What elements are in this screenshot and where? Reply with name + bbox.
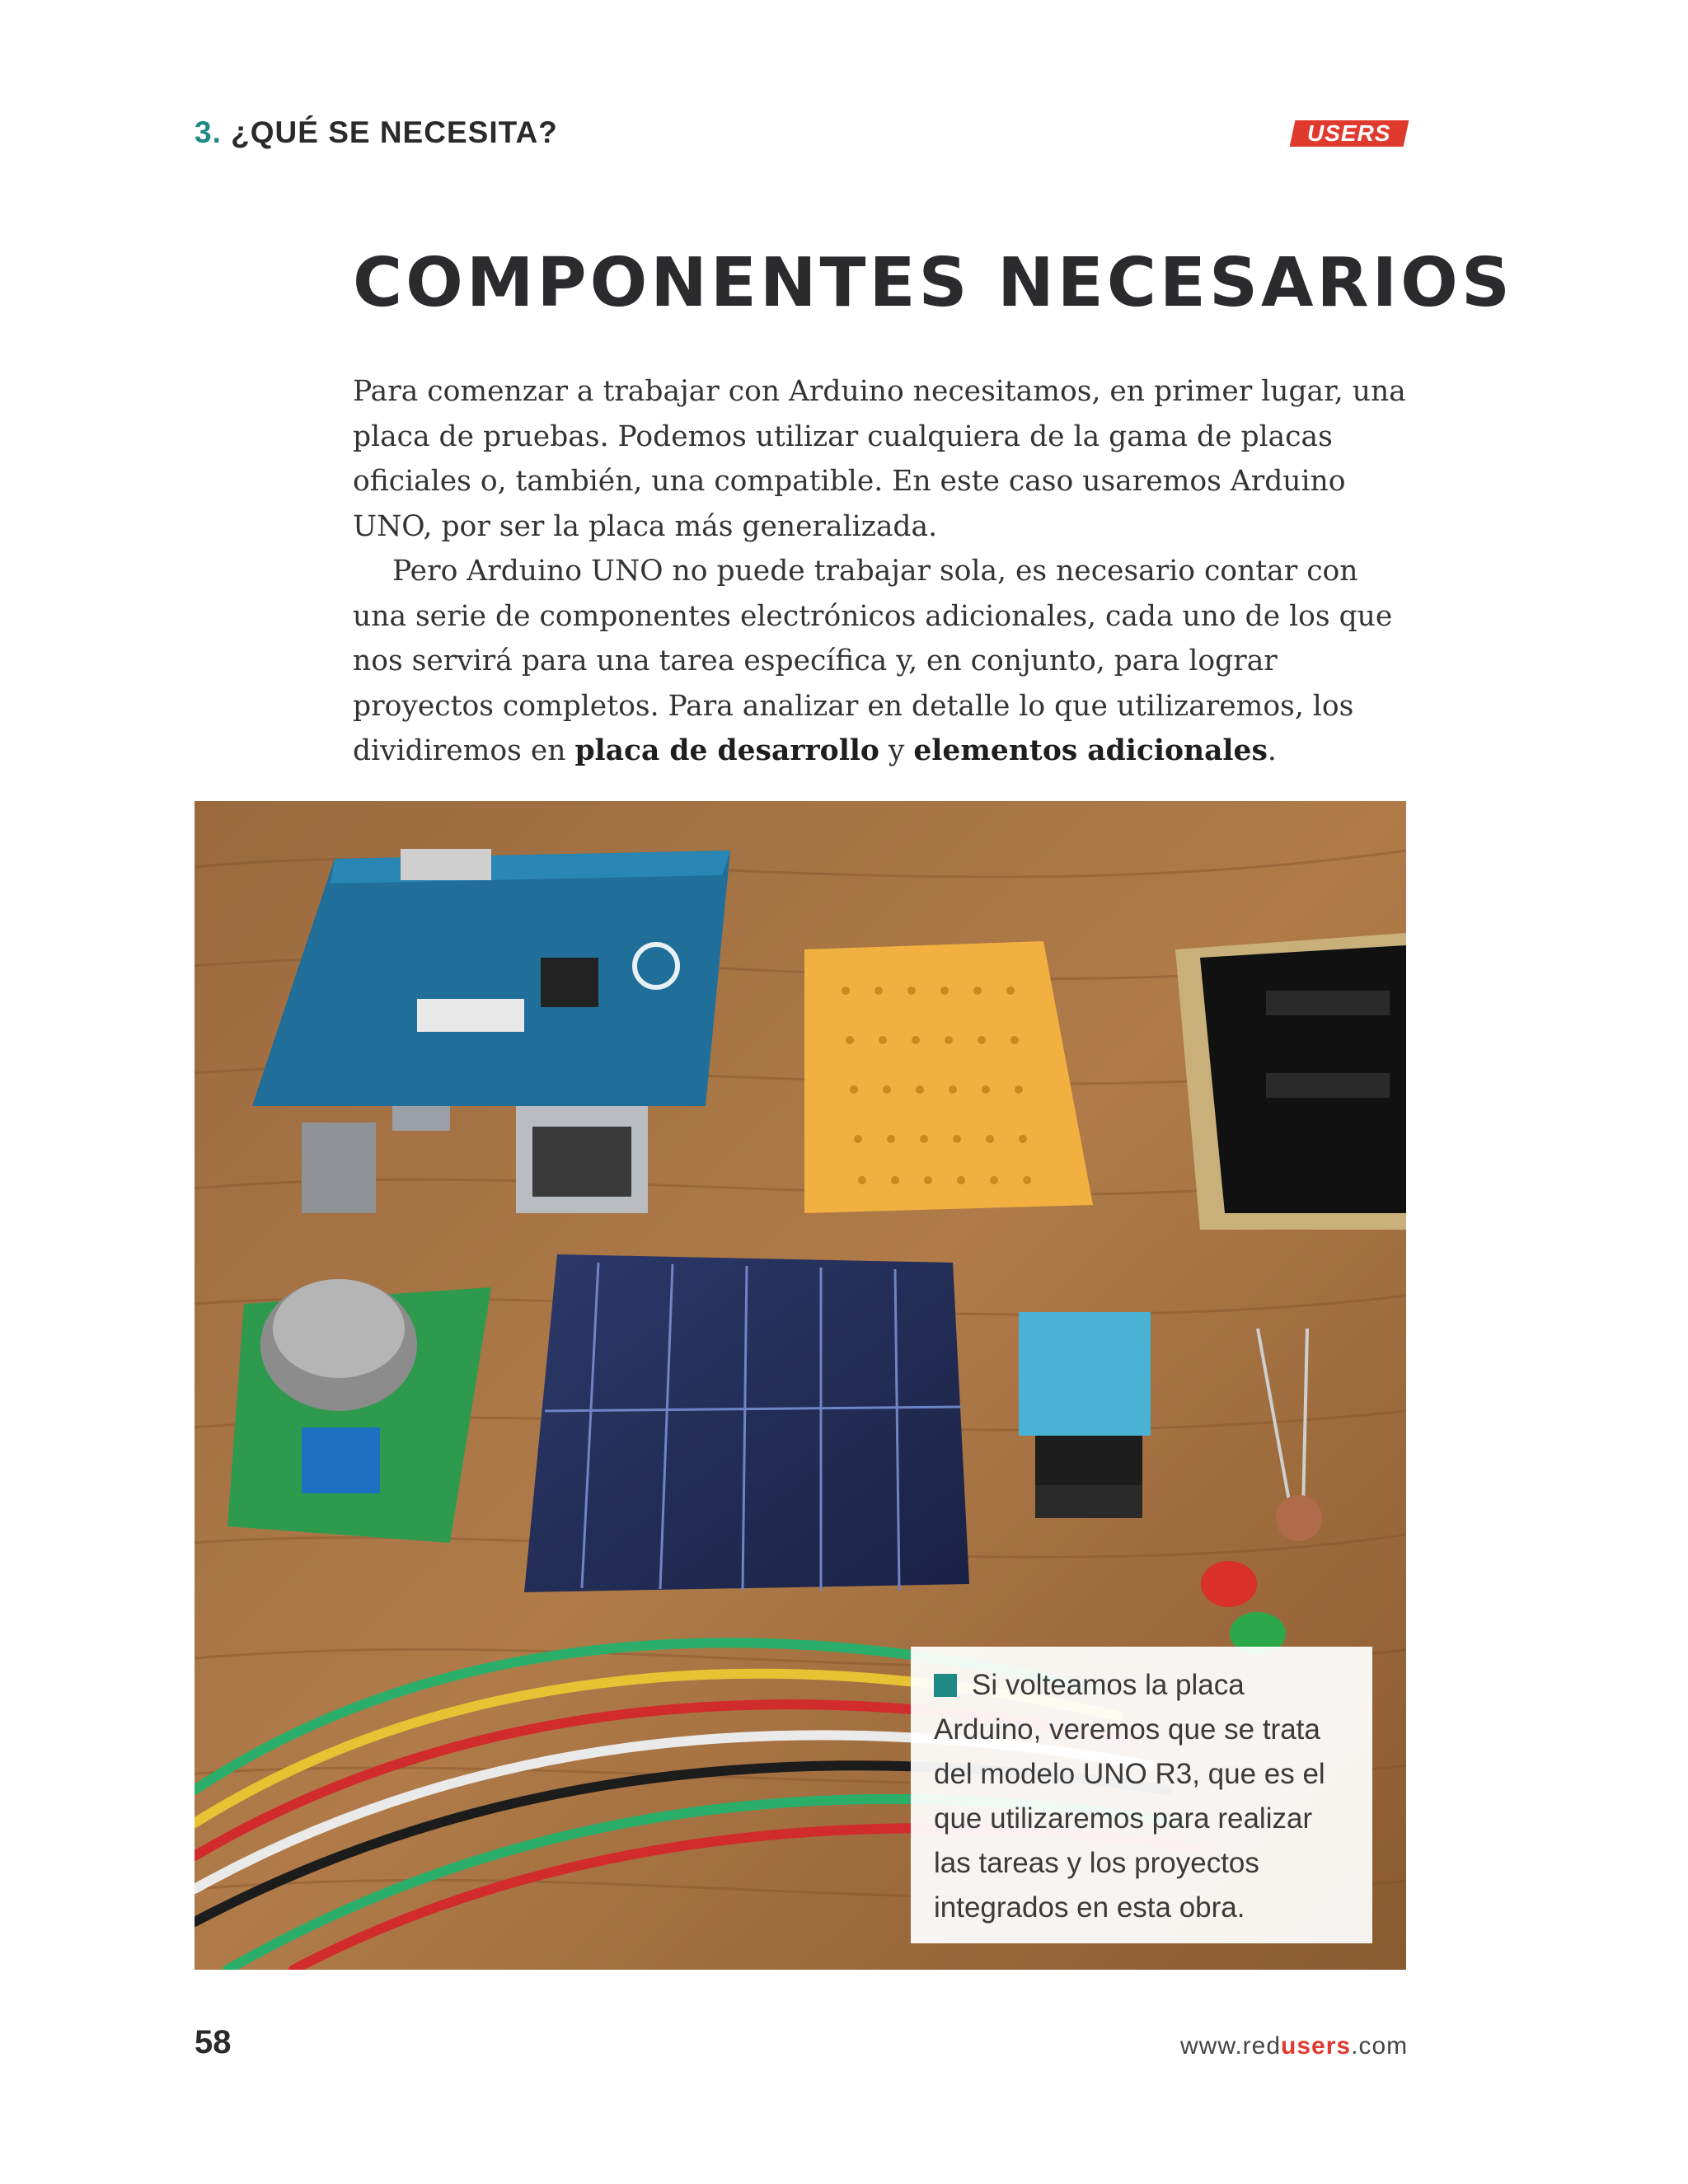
- keypad-module: [1175, 933, 1406, 1230]
- article-body: [353, 369, 1416, 774]
- chapter-number: 3.: [195, 115, 222, 149]
- paragraph-2: [353, 549, 1416, 774]
- page-number: 58: [195, 2024, 232, 2060]
- caption-square-icon: [934, 1674, 957, 1697]
- page-title: COMPONENTES NECESARIOS: [353, 244, 1513, 322]
- components-photo: [195, 801, 1406, 1970]
- site-brand: users: [1281, 2032, 1352, 2060]
- paragraph-2-text: Pero Arduino UNO no puede trabajar sola, es necesario contar con una serie de componentes electrónicos adicionales, cada uno de los que nos servirá para una tarea específica y, en conjunto, para lograr proyectos completos. Para analizar en detalle lo que utilizaremos, los dividiremos en: [353, 555, 1393, 767]
- humidity-sensor: [1019, 1312, 1151, 1518]
- website-url: [1180, 2032, 1409, 2060]
- bold-term-placa: placa de desarrollo: [574, 734, 879, 767]
- paragraph-2-connector: y: [879, 734, 914, 767]
- site-suffix: .com: [1351, 2032, 1409, 2060]
- chapter-heading: [195, 115, 558, 150]
- photo-caption: [911, 1647, 1372, 1943]
- chapter-title: ¿QUÉ SE NECESITA?: [231, 115, 558, 149]
- users-logo-text: USERS: [1307, 120, 1391, 146]
- paragraph-1: Para comenzar a trabajar con Arduino necesitamos, en primer lugar, una placa de pruebas. Podemos utilizar cualquiera de la gama de placas oficiales o, también, una compatible. En este caso usaremos Arduino UNO, por ser la placa más generalizada.: [353, 375, 1406, 543]
- breadboard: [804, 941, 1093, 1213]
- solar-panel: [524, 1254, 969, 1592]
- caption-text: Si volteamos la placa Arduino, veremos que se trata del modelo UNO R3, que es el que utilizaremos para realizar las tareas y los proyectos integrados en esta obra.: [934, 1669, 1325, 1924]
- site-prefix: www.red: [1180, 2032, 1282, 2060]
- paragraph-2-end: .: [1267, 734, 1277, 767]
- users-logo: [1290, 120, 1409, 147]
- gas-sensor: [227, 1279, 491, 1543]
- bold-term-elementos: elementos adicionales: [913, 734, 1268, 767]
